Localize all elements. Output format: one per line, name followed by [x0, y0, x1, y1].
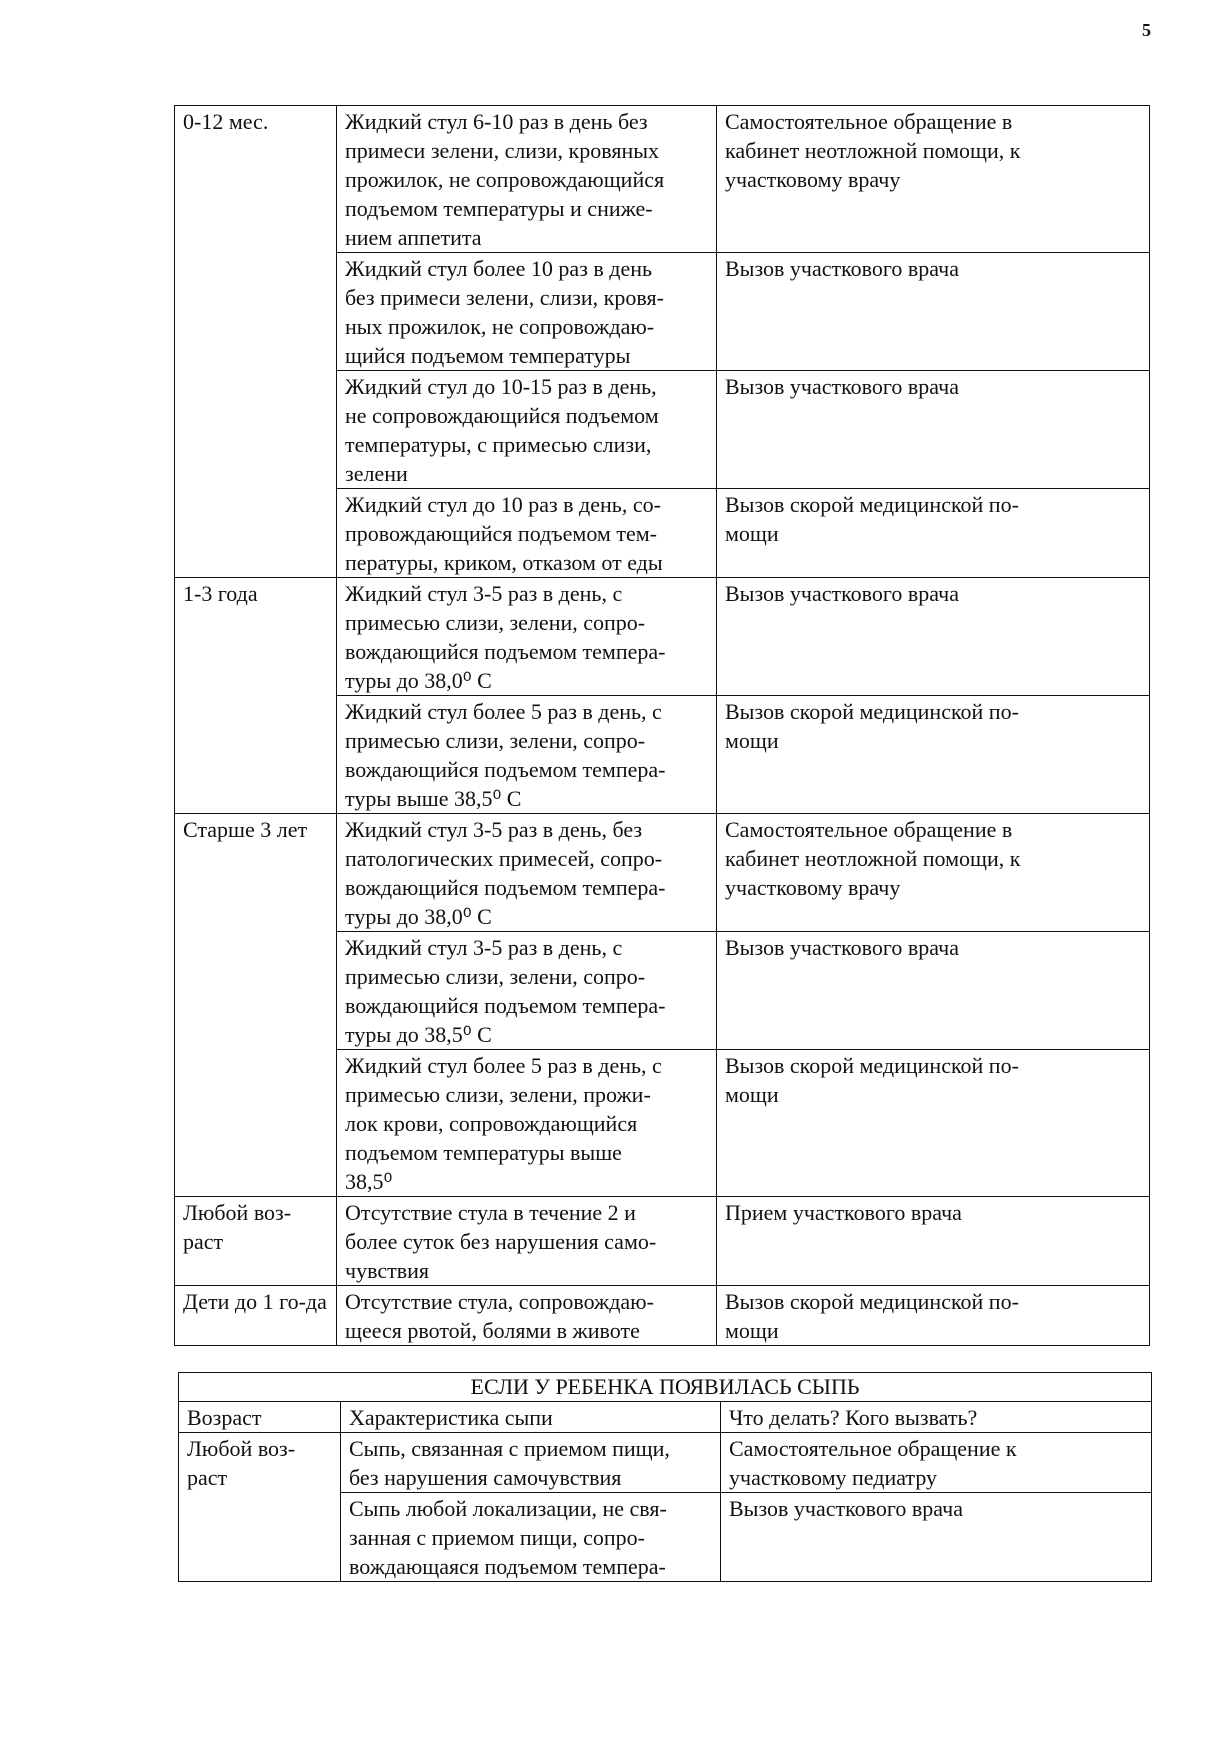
text-line: Вызов участкового врача — [725, 581, 959, 606]
text-line: Жидкий стул 3-5 раз в день, с — [345, 581, 623, 606]
description-cell — [337, 489, 717, 578]
text-line: Вызов скорой медицинской по- — [725, 492, 1019, 517]
description-cell — [341, 1493, 721, 1582]
text-line: Жидкий стул более 5 раз в день, с — [345, 1053, 662, 1078]
text-line: Вызов скорой медицинской по- — [725, 1289, 1019, 1314]
text-line: Жидкий стул более 5 раз в день, с — [345, 699, 662, 724]
text-line: Отсутствие стула, сопровождаю- — [345, 1289, 654, 1314]
action-cell — [717, 1286, 1150, 1346]
description-cell — [337, 371, 717, 489]
action-cell — [717, 1050, 1150, 1197]
text-line: патологических примесей, сопро- — [345, 846, 663, 871]
text-line: Прием участкового врача — [725, 1200, 962, 1225]
action-cell — [717, 1197, 1150, 1286]
text-line: вождающийся подъемом темпера- — [345, 757, 666, 782]
text-line: без примеси зелени, слизи, кровя- — [345, 285, 664, 310]
description-cell — [337, 932, 717, 1050]
description-cell — [337, 106, 717, 253]
text-line: лок крови, сопровождающийся — [345, 1111, 638, 1136]
table-row — [175, 106, 1150, 253]
text-line: пературы, криком, отказом от еды — [345, 550, 663, 575]
text-line: щийся подъемом температуры — [345, 343, 631, 368]
age-cell: Дети до 1 го-да — [175, 1286, 337, 1346]
text-line: Вызов скорой медицинской по- — [725, 1053, 1019, 1078]
text-line: Жидкий стул 6-10 раз в день без — [345, 109, 648, 134]
age-cell: Старше 3 лет — [175, 814, 337, 1197]
description-cell — [337, 1050, 717, 1197]
text-line: нием аппетита — [345, 225, 482, 250]
text-line: мощи — [725, 728, 779, 753]
text-line: прожилок, не сопровождающийся — [345, 167, 665, 192]
text-line: 38,5⁰ — [345, 1169, 393, 1194]
action-cell — [717, 371, 1150, 489]
description-cell — [337, 696, 717, 814]
text-line: ных прожилок, не сопровождаю- — [345, 314, 655, 339]
text-line: щееся рвотой, болями в животе — [345, 1318, 640, 1343]
text-line: Вызов участкового врача — [725, 935, 959, 960]
text-line: чувствия — [345, 1258, 429, 1283]
text-line: Вызов скорой медицинской по- — [725, 699, 1019, 724]
table-row — [175, 1197, 1150, 1286]
table-row — [175, 814, 1150, 932]
text-line: примесью слизи, зелени, сопро- — [345, 610, 646, 635]
text-line: зелени — [345, 461, 408, 486]
text-line: мощи — [725, 1318, 779, 1343]
text-line: Жидкий стул 3-5 раз в день, с — [345, 935, 623, 960]
action-cell — [717, 489, 1150, 578]
description-cell — [337, 814, 717, 932]
text-line: Вызов участкового врача — [725, 256, 959, 281]
text-line: Самостоятельное обращение к — [729, 1436, 1017, 1461]
text-line: мощи — [725, 1082, 779, 1107]
text-line: вождающийся подъемом темпера- — [345, 875, 666, 900]
description-cell — [337, 578, 717, 696]
text-line: Жидкий стул 3-5 раз в день, без — [345, 817, 643, 842]
action-cell — [717, 106, 1150, 253]
text-line: примесью слизи, зелени, сопро- — [345, 964, 646, 989]
text-line: Вызов участкового врача — [725, 374, 959, 399]
text-line: более суток без нарушения само- — [345, 1229, 657, 1254]
text-line: вождающийся подъемом темпера- — [345, 993, 666, 1018]
text-line: туры до 38,0⁰ С — [345, 904, 492, 929]
text-line: участковому педиатру — [729, 1465, 938, 1490]
header-rash-description: Характеристика сыпи — [341, 1402, 721, 1433]
text-line: Вызов участкового врача — [729, 1496, 963, 1521]
description-cell — [341, 1433, 721, 1493]
age-cell: 1-3 года — [175, 578, 337, 814]
action-cell — [717, 932, 1150, 1050]
action-cell — [721, 1493, 1152, 1582]
text-line: туры до 38,5⁰ С — [345, 1022, 492, 1047]
page-number: 5 — [1142, 20, 1151, 40]
age-cell: Любой воз-раст — [179, 1433, 341, 1582]
text-line: Жидкий стул более 10 раз в день — [345, 256, 653, 281]
text-line: Сыпь любой локализации, не свя- — [349, 1496, 667, 1521]
text-line: Самостоятельное обращение в — [725, 817, 1013, 842]
text-line: без нарушения самочувствия — [349, 1465, 622, 1490]
text-line: участковому врачу — [725, 167, 901, 192]
age-cell: Любой воз-раст — [175, 1197, 337, 1286]
action-cell — [717, 253, 1150, 371]
text-line: Сыпь, связанная с приемом пищи, — [349, 1436, 670, 1461]
text-line: подъемом температуры и сниже- — [345, 196, 653, 221]
text-line: Жидкий стул до 10 раз в день, со- — [345, 492, 661, 517]
text-line: провождающийся подъемом тем- — [345, 521, 657, 546]
text-line: занная с приемом пищи, сопро- — [349, 1525, 646, 1550]
header-age: Возраст — [179, 1402, 341, 1433]
text-line: примесью слизи, зелени, сопро- — [345, 728, 646, 753]
action-cell — [721, 1433, 1152, 1493]
table-row — [175, 578, 1150, 696]
age-cell: 0-12 мес. — [175, 106, 337, 578]
rash-table — [178, 1372, 1152, 1582]
text-line: примеси зелени, слизи, кровяных — [345, 138, 660, 163]
text-line: Жидкий стул до 10-15 раз в день, — [345, 374, 657, 399]
text-line: не сопровождающийся подъемом — [345, 403, 659, 428]
description-cell — [337, 253, 717, 371]
text-line: туры до 38,0⁰ С — [345, 668, 492, 693]
table-row — [175, 1286, 1150, 1346]
rash-table-title: ЕСЛИ У РЕБЕНКА ПОЯВИЛАСЬ СЫПЬ — [179, 1373, 1152, 1402]
text-line: туры выше 38,5⁰ С — [345, 786, 522, 811]
text-line: кабинет неотложной помощи, к — [725, 138, 1021, 163]
text-line: вождающаяся подъемом темпера- — [349, 1554, 666, 1579]
action-cell — [717, 814, 1150, 932]
action-cell — [717, 578, 1150, 696]
text-line: температуры, с примесью слизи, — [345, 432, 652, 457]
text-line: примесью слизи, зелени, прожи- — [345, 1082, 651, 1107]
table-row — [179, 1433, 1152, 1493]
header-action: Что делать? Кого вызвать? — [721, 1402, 1152, 1433]
text-line: подъемом температуры выше — [345, 1140, 622, 1165]
stool-table — [174, 105, 1150, 1346]
text-line: мощи — [725, 521, 779, 546]
text-line: участковому врачу — [725, 875, 901, 900]
description-cell — [337, 1197, 717, 1286]
text-line: вождающийся подъемом темпера- — [345, 639, 666, 664]
action-cell — [717, 696, 1150, 814]
text-line: Самостоятельное обращение в — [725, 109, 1013, 134]
text-line: Отсутствие стула в течение 2 и — [345, 1200, 636, 1225]
text-line: кабинет неотложной помощи, к — [725, 846, 1021, 871]
description-cell — [337, 1286, 717, 1346]
